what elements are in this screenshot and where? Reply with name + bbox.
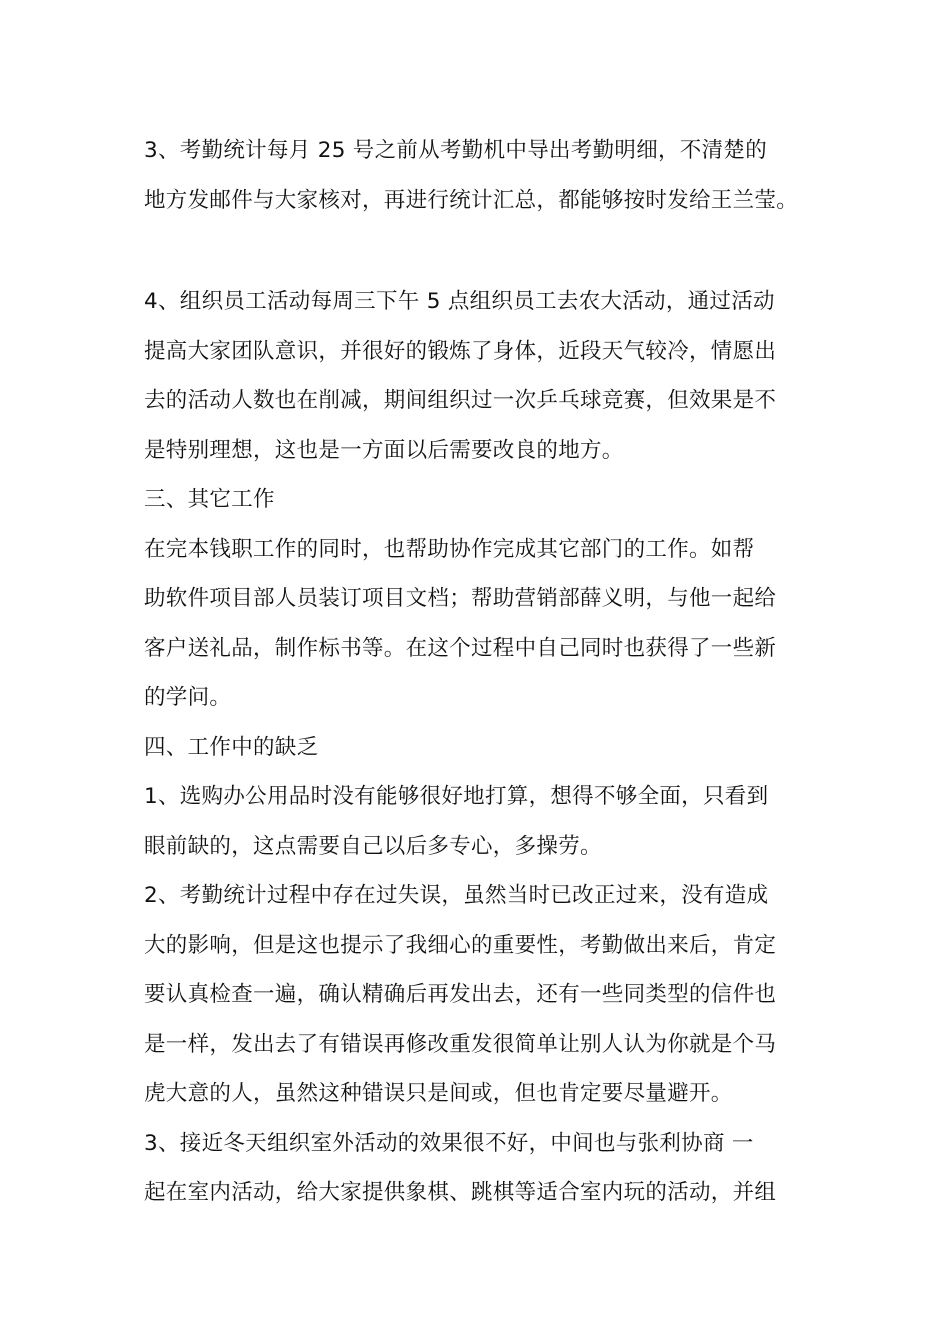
p5-line-1: 2、考勤统计过程中存在过失误，虽然当时已改正过来，没有造成 xyxy=(144,883,769,908)
p5-line-3: 要认真检查一遍，确认精确后再发出去，还有一些同类型的信件也 xyxy=(144,982,777,1007)
p4-line-2: 眼前缺的，这点需要自己以后多专心，多操劳。 xyxy=(144,834,602,859)
p4-line-1: 1、选购办公用品时没有能够很好地打算，想得不够全面，只看到 xyxy=(144,784,769,809)
p3-line-1: 在完本钱职工作的同时，也帮助协作完成其它部门的工作。如帮 xyxy=(144,537,755,562)
section-heading-other-work: 三、其它工作 xyxy=(144,487,275,512)
p2-line-4: 是特别理想，这也是一方面以后需要改良的地方。 xyxy=(144,438,624,463)
p6-line-2: 起在室内活动，给大家提供象棋、跳棋等适合室内玩的活动，并组 xyxy=(144,1180,777,1205)
p1-line-1: 3、考勤统计每月 25 号之前从考勤机中导出考勤明细，不清楚的 xyxy=(144,138,768,163)
p3-line-4: 的学问。 xyxy=(144,685,232,710)
p6-line-1: 3、接近冬天组织室外活动的效果很不好，中间也与张利协商 一 xyxy=(144,1131,754,1156)
p3-line-3: 客户送礼品，制作标书等。在这个过程中自己同时也获得了一些新 xyxy=(144,636,777,661)
section-heading-shortcomings: 四、工作中的缺乏 xyxy=(144,735,319,760)
p2-line-2: 提高大家团队意识，并很好的锻炼了身体，近段天气较冷，情愿出 xyxy=(144,339,777,364)
p5-line-4: 是一样，发出去了有错误再修改重发很简单让别人认为你就是个马 xyxy=(144,1032,777,1057)
p3-line-2: 助软件项目部人员装订项目文档；帮助营销部薛义明，与他一起给 xyxy=(144,586,777,611)
p1-line-2: 地方发邮件与大家核对，再进行统计汇总，都能够按时发给王兰莹。 xyxy=(144,188,799,213)
p2-line-1: 4、组织员工活动每周三下午 5 点组织员工去农大活动，通过活动 xyxy=(144,289,775,314)
p5-line-5: 虎大意的人，虽然这种错误只是间或，但也肯定要尽量避开。 xyxy=(144,1081,733,1106)
p2-line-3: 去的活动人数也在削减，期间组织过一次乒乓球竞赛，但效果是不 xyxy=(144,388,777,413)
p5-line-2: 大的影响，但是这也提示了我细心的重要性，考勤做出来后，肯定 xyxy=(144,933,777,958)
